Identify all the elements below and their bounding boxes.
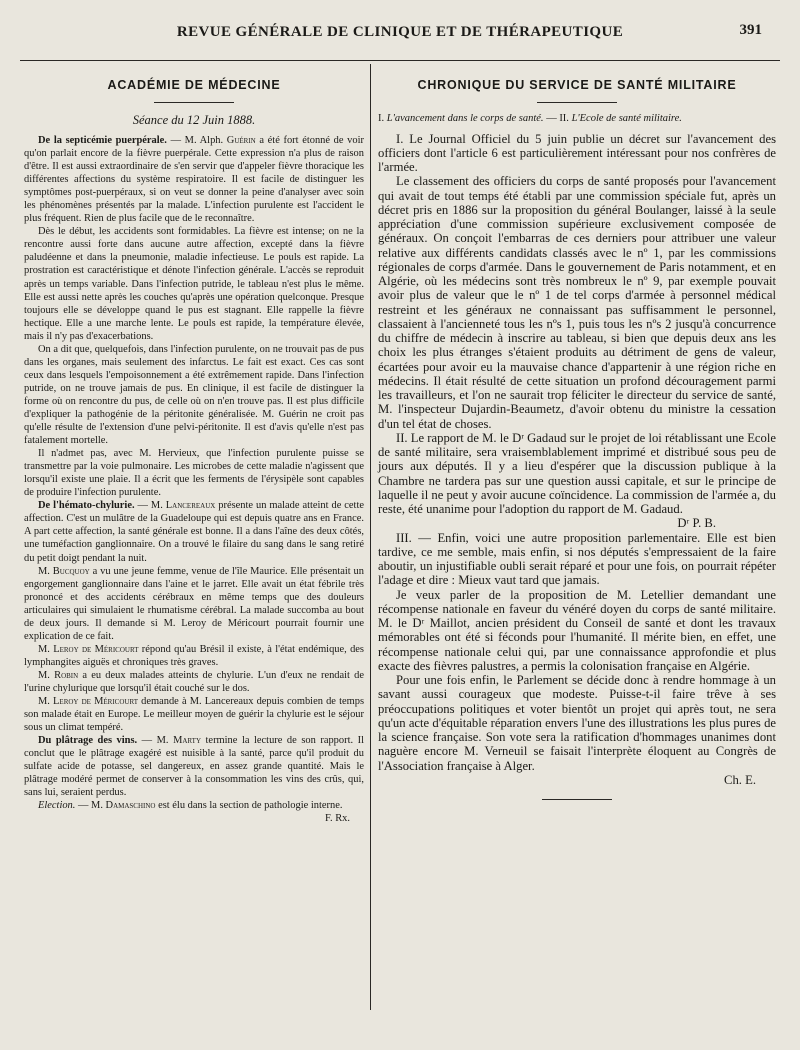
- section-title-chronique: CHRONIQUE DU SERVICE DE SANTÉ MILITAIRE: [417, 78, 737, 92]
- journal-title: REVUE GÉNÉRALE DE CLINIQUE ET DE THÉRAPEUTIQUE: [176, 23, 624, 40]
- run-in-heading: De la septicémie puerpérale.: [38, 135, 167, 146]
- title-rule: [537, 102, 617, 103]
- paragraph: Il n'admet pas, avec M. Hervieux, que l'infection purulente puisse se transmettre par la voie pulmonaire. Les microbes de cette maladie n'agissent que lorsqu'il existe une plaie. Il a écrit que les ferments de l'érysipèle sont capables de produire l'infection purulente.: [24, 448, 364, 499]
- left-body: [24, 134, 364, 825]
- paragraph-septicemie: De la septicémie puerpérale. — M. Alph. Guérin a été fort étonné de voir qu'on parlait encore de la fièvre puerpérale. Cette expression n'a plus de raison d'être. Il est aussi extraordinaire de s'en servir que d'appeler fièvre thoracique les différentes affections du système respiratoire. Il est facile de distinguer les symptômes post-puerpéraux, si on veut se donner la peine d'analyser avec soin les phénomènes présentés par la malade. L'infection purulente est l'accident le plus fréquent. Rien de plus facile que de le reconnaître.: [24, 135, 364, 225]
- speaker-name: Bucquoy: [52, 565, 90, 577]
- end-rule: [542, 799, 612, 800]
- right-column: [378, 68, 776, 800]
- paragraph-election: Election. — M. Damaschino est élu dans la section de pathologie interne.: [38, 800, 343, 812]
- paragraph: M. Leroy de Méricourt demande à M. Lancereaux depuis combien de temps son malade était en Europe. Le meilleur moyen de guérir la chylurie est le séjour sous un climat tempéré.: [24, 696, 365, 734]
- speaker-name: Guérin: [226, 135, 256, 146]
- paragraph: Je veux parler de la proposition de M. Letellier demandant une récompense nationale en faveur du vénéré doyen du corps de santé militaire. M. le Dʳ Maillot, ancien président du Conseil de santé et dont les travaux mémorables ont été si féconds pour l'humanité. Il mérite bien, en effet, une récompense nationale celui qui, par une connaissance approfondie et plus exacte des fièvres palustres, a permis la colonisation française en Algérie.: [378, 587, 776, 673]
- header-rule: [20, 60, 780, 61]
- speaker-name: Lancereaux: [165, 500, 216, 512]
- left-column: [24, 68, 364, 825]
- signature-frx: F. Rx.: [325, 813, 350, 825]
- speaker-name: Leroy de Méricourt: [53, 696, 138, 708]
- run-in-heading: Du plâtrage des vins.: [38, 735, 138, 747]
- speaker-name: Leroy de Méricourt: [53, 643, 139, 655]
- paragraph-hemato-chylurie: De l'hémato-chylurie. — M. Lancereaux présente un malade atteint de cette affection. C'est un mulâtre de la Guadeloupe qui est depuis quatre ans en France. A part cette affection, la santé générale est bonne. Il a dans l'aîne des deux côtés, une tuméfaction ganglionnaire. On a trouvé le filaire du sang dans le sang retiré du petit doigt pendant la nuit.: [24, 500, 364, 564]
- paragraph: III. — Enfin, voici une autre proposition parlementaire. Elle est bien tardive, ce me semble, mais enfin, si nos députés s'empressaient de la faire aboutir, un injustifiable oubli serait réparé et pour une fois, on pourrait répéter l'adage et dire : Mieux vaut tard que jamais.: [378, 530, 776, 588]
- speaker-name: Damaschino: [105, 800, 156, 812]
- right-body: [378, 113, 776, 800]
- signature-line: [24, 812, 364, 825]
- title-rule: [154, 102, 234, 103]
- run-in-heading: De l'hémato-chylurie.: [38, 500, 135, 512]
- signature-pb: Dʳ P. B.: [677, 516, 716, 531]
- run-in-heading: Election.: [38, 800, 76, 812]
- paragraph: II. Le rapport de M. le Dʳ Gadaud sur le projet de loi rétablissant une Ecole de santé militaire, sera vraisemblablement imprimé et distribué sous peu de jours aux députés. Il y a lieu d'espérer que la discussion publique à la Chambre ne tardera pas sur une question aussi capitale, et sur le principe de laquelle il ne peut y avoir aucune coïncidence. La commission de l'armée a, du reste, été unanime pour l'adoption du rapport de M. Gadaud.: [378, 430, 776, 516]
- paragraph: I. Le Journal Officiel du 5 juin publie un décret sur l'avancement des officiers dont l'article 6 est particulièrement intéressant pour nos confrères de l'armée.: [378, 131, 776, 174]
- paragraph: Dès le début, les accidents sont formidables. La fièvre est intense; on ne la rencontre aussi forte dans aucune autre affection, excepté dans la fièvre paludéenne et dans la pneumonie, maladie infectieuse. Le pouls est rapide. La prostration est caractéristique et dénote l'infection générale. L'accès se reproduit après un temps variable. Dans l'infection putride, le tableau n'est plus le même. Elle est aussi nette après les couches qu'après une opération quelconque. Presque toujours elle se développe quand le pus est stagnant. Elle rappelle la fièvre hectique. Elle a une marche lente. Le pouls est rapide, la température élevée, mais il n'y pas d'exacerbations.: [24, 226, 364, 342]
- paragraph: M. Bucquoy a vu une jeune femme, venue de l'île Maurice. Elle présentait un engorgement ganglionnaire dans l'aine et le jarret. Elle avait un état fébrile très prononcé et des accidents cérébraux en même temps que des douleurs articulaires qui simulaient le rhumatisme cérébral. La malade succomba au bout de deux jours. Il demande si M. Leroy de Méricourt pourrait fournir une explication de ce fait.: [24, 565, 364, 642]
- speaker-name: Robin: [54, 669, 79, 681]
- signature-che: Ch. E.: [724, 772, 756, 787]
- running-head: [30, 20, 770, 44]
- speaker-name: Marty: [173, 735, 201, 747]
- section-title-academie: ACADÉMIE DE MÉDECINE: [107, 78, 281, 92]
- column-divider: [370, 64, 371, 1010]
- paragraph: M. Robin a eu deux malades atteints de chylurie. L'un d'eux ne rendait de l'urine chylurique que lorsqu'il était couché sur le dos.: [24, 669, 365, 694]
- chronicle-summary: I. L'avancement dans le corps de santé. — II. L'Ecole de santé militaire.: [378, 113, 682, 124]
- session-date: Séance du 12 Juin 1888.: [132, 113, 256, 127]
- page-number: 391: [739, 22, 762, 38]
- paragraph: On a dit que, quelquefois, dans l'infection purulente, on ne trouvait pas de pus dans les organes, mais seulement des infarctus. Le fait est exact. Ces cas sont ceux dans lesquels l'empoisonnement a été extrêmement rapide. Dans l'infection putride, on ne trouve jamais de pus. En clinique, il est facile de distinguer la forme où on rencontre du pus, de celle où on n'en trouve pas. Il est plus difficile d'expliquer la pathogénie de la péritonite généralisée. M. Guérin ne croit pas qu'elle résulte de l'extension d'une pelvi-péritonite. Il est d'avis qu'elle n'est pas fatalement mortelle.: [24, 343, 364, 447]
- paragraph: Le classement des officiers du corps de santé proposés pour l'avancement qui avait de tout temps été établi par une commission spéciale fut, après un décret pris en 1886 sur la proposition du général Boulanger, laissé à la seule appréciation d'une commission supérieure exclusivement composée de généraux. On conçoit l'embarras de ces derniers pour attribuer une valeur relative aux différents candidats classés avec le nº 1, par les commissions régionales de corps d'armée. Dans le gouvernement de Paris notamment, et en Algérie, où les médecins sont très nombreux le nº 9, par exemple pouvait avoir plus de valeur que le nº 1 de tel corps d'armée à personnel médical restreint et les généraux ne connaissant pas suffisamment le personnel, classaient à l'ancienneté tous les nºs 1, puis tous les nºs 2 jusqu'à concurrence du chiffre de médecin à inscrire au tableau, si bien que depuis deux ans les choix les plus étranges s'étaient produits au détriment de gens de valeur, écartées pour avoir eu la mauvaise chance d'appartenir à une région riche en médecins. Il était résulté de cette situation un profond découragement parmi les travailleurs, et l'on ne saurait trop féliciter le directeur du service de santé, M. l'inspecteur Dujardin-Beaumetz, d'avoir obtenu du ministre la cessation d'un tel état de choses.: [378, 174, 776, 431]
- paragraph-platrage: Du plâtrage des vins. — M. Marty termine la lecture de son rapport. Il conclut que le plâtrage exagéré est nuisible à la santé, parce qu'il produit du sulfate acide de potasse, sel dangereux, en assez grande quantité. Mais le plâtrage modéré permet de conserver à la consommation les vins des crûs, qui, sans lui, seraient perdus.: [24, 735, 365, 799]
- paragraph: M. Leroy de Méricourt répond qu'au Brésil il existe, à l'état endémique, des lymphangites aiguës et chroniques très graves.: [24, 643, 364, 668]
- paragraph: Pour une fois enfin, le Parlement se décide donc à rendre hommage à un savant aussi courageux que modeste. Puisse-t-il faire trêve à ses préoccupations politiques et voter bientôt un projet qui après tout, ne sera qu'un acte d'équitable réparation envers l'une des illustrations les plus pures de la science française. Son vote sera la ratification d'hommages unanimes dont naguère encore M. Verneuil se faisait l'interprète éloquent au Congrès de l'Association française à Alger.: [378, 673, 776, 773]
